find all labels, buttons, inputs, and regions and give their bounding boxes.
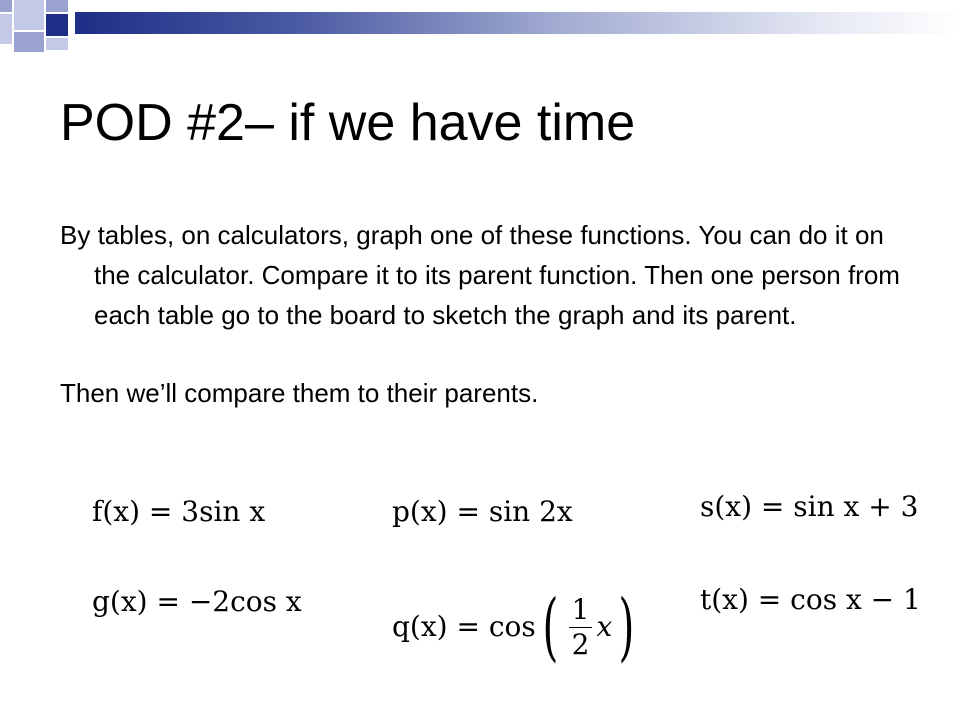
slide-body bbox=[60, 215, 910, 413]
equation-q-variable: x bbox=[596, 610, 613, 643]
header-gradient-bar bbox=[75, 12, 960, 34]
equation-f: f(x) = 3sin x bbox=[92, 495, 266, 528]
equation-q-argument bbox=[536, 584, 641, 670]
left-paren: ( bbox=[542, 584, 559, 670]
equation-p: p(x) = sin 2x bbox=[392, 495, 573, 528]
decor-square bbox=[46, 14, 68, 36]
right-paren: ) bbox=[618, 584, 635, 670]
fraction bbox=[569, 592, 593, 661]
header-decoration bbox=[0, 0, 960, 60]
decor-square bbox=[46, 38, 68, 50]
slide-title: POD #2– if we have time bbox=[60, 94, 636, 152]
decor-square bbox=[46, 0, 68, 12]
decor-square bbox=[14, 32, 44, 52]
fraction-numerator: 1 bbox=[569, 595, 593, 628]
equation-q bbox=[392, 584, 641, 670]
fraction-denominator: 2 bbox=[571, 627, 590, 661]
decor-square bbox=[14, 0, 44, 30]
decor-square bbox=[0, 14, 12, 44]
equation-g: g(x) = −2cos x bbox=[92, 585, 302, 618]
compare-paragraph: Then we’ll compare them to their parents. bbox=[60, 378, 539, 408]
equation-s: s(x) = sin x + 3 bbox=[700, 490, 919, 523]
equation-q-lhs: q(x) = cos bbox=[392, 610, 536, 643]
decor-square bbox=[0, 0, 12, 12]
instruction-paragraph: By tables, on calculators, graph one of these functions. You can do it on the calculator. Compare it to its parent function. Then one person from each table go to the board to sketch the graph and its parent. bbox=[60, 220, 900, 330]
equation-t: t(x) = cos x − 1 bbox=[700, 583, 921, 616]
